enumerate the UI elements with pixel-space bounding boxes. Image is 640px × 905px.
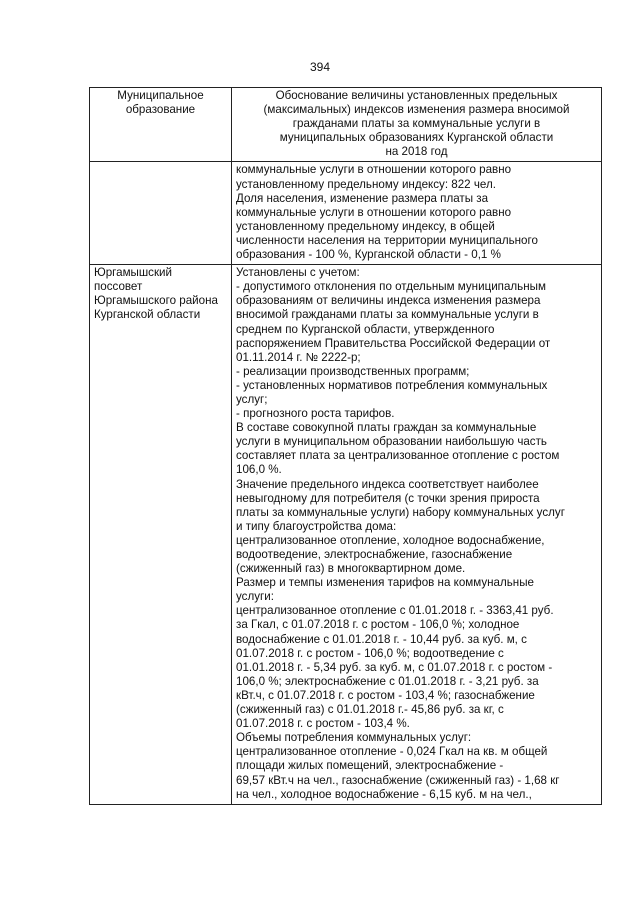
text-line: составляет плата за централизованное отопление с ростом [236, 449, 560, 463]
table-header-row [90, 88, 602, 162]
text-line: (максимальных) индексов изменения размера вносимой [263, 103, 570, 117]
text-line: 106,0 %. [236, 463, 282, 477]
text-line: услуги в муниципальном образовании наибольшую часть [236, 435, 547, 449]
text-line: централизованное отопление, холодное водоснабжение, [236, 533, 545, 547]
text-line: 01.11.2014 г. № 2222-р; [236, 350, 361, 364]
table-row-continuation [90, 162, 602, 265]
text-line: коммунальные услуги в отношении которого равно [236, 205, 512, 219]
text-line: - допустимого отклонения по отдельным муниципальным [236, 280, 546, 294]
text-line: услуг; [236, 392, 268, 406]
cell-justification-continuation [232, 162, 602, 265]
text-line: (сжиженный газ) с 01.01.2018 г.- 45,86 руб. за кг, с [236, 703, 504, 717]
text-line: гражданами платы за коммунальные услуги в [292, 117, 541, 131]
text-line: Юргамышского района [94, 294, 218, 308]
text-line: муниципальных образованиях Курганской области [279, 131, 554, 145]
text-line: централизованное отопление - 0,024 Гкал на кв. м общей [236, 745, 548, 759]
text-line: услуги: [236, 590, 274, 604]
text-line: и типу благоустройства дома: [236, 519, 397, 533]
text-line: за Гкал, с 01.07.2018 г. с ростом - 106,0 %; холодное [236, 618, 520, 632]
justification-table [89, 87, 602, 805]
text-line: образование [125, 103, 196, 117]
text-line: Размер и темпы изменения тарифов на коммунальные [236, 576, 534, 590]
text-line: на 2018 год [385, 145, 448, 159]
text-line: - реализации производственных программ; [236, 364, 470, 378]
text-line: образованиям от величины индекса изменения размера [236, 294, 541, 308]
text-line: платы за коммунальные услуги) набору коммунальных услуг [236, 505, 565, 519]
header-justification [232, 88, 602, 162]
text-line: площади жилых помещений, электроснабжение - [236, 759, 504, 773]
text-line: Курганской области [94, 308, 201, 322]
text-line: Установлены с учетом: [236, 266, 360, 280]
text-line: - установленных нормативов потребления коммунальных [236, 378, 548, 392]
text-line: численности населения на территории муниципального [236, 233, 538, 247]
text-line: распоряжением Правительства Российской Федерации от [236, 336, 551, 350]
text-line: Обоснование величины установленных предельных [275, 89, 558, 102]
text-line: кВт.ч, с 01.07.2018 г. с ростом - 103,4 %; газоснабжение [236, 688, 535, 702]
text-line: Муниципальное [117, 89, 204, 102]
text-line: - прогнозного роста тарифов. [236, 407, 395, 421]
text-line: В составе совокупной платы граждан за коммунальные [236, 421, 537, 435]
text-line: невыгодному для потребителя (с точки зрения прироста [236, 491, 540, 505]
cell-justification-text [232, 265, 602, 805]
text-line: (сжиженный газ) в многоквартирном доме. [236, 562, 466, 576]
text-line: Значение предельного индекса соответствует наиболее [236, 477, 539, 491]
text-line: установленному предельному индексу, в общей [236, 219, 495, 233]
text-line: среднем по Курганской области, утвержденного [236, 322, 495, 336]
header-municipality [90, 88, 232, 162]
text-line: водоотведение, электроснабжение, газоснабжение [236, 548, 513, 561]
text-line: Объемы потребления коммунальных услуг: [236, 731, 472, 745]
text-line: 69,57 кВт.ч на чел., газоснабжение (сжиженный газ) - 1,68 кг [236, 773, 560, 787]
text-line: коммунальные услуги в отношении которого равно [236, 163, 512, 177]
page-number: 394 [309, 60, 331, 74]
text-line: Юргамышский [94, 266, 173, 280]
text-line: образования - 100 %, Курганской области - 0,1 % [236, 248, 501, 262]
text-line: вносимой гражданами платы за коммунальные услуги в [236, 308, 539, 322]
table-row-yurgamysh [90, 265, 602, 805]
text-line: 01.07.2018 г. с ростом - 106,0 %; водоотведение с [236, 646, 504, 660]
text-line: 106,0 %; электроснабжение с 01.01.2018 г. - 3,21 руб. за [236, 674, 539, 688]
cell-municipality-name [90, 265, 232, 805]
cell-municipality-empty [90, 162, 232, 265]
text-line: водоснабжение с 01.01.2018 г. - 10,44 руб. за куб. м, с [236, 632, 527, 646]
text-line: централизованное отопление с 01.01.2018 г. - 3363,41 руб. [236, 604, 554, 618]
text-line: на чел., холодное водоснабжение - 6,15 куб. м на чел., [236, 787, 532, 801]
text-line: Доля населения, изменение размера платы за [236, 191, 489, 205]
text-line: установленному предельному индексу: 822 чел. [236, 177, 496, 191]
text-line: поссовет [94, 280, 143, 294]
text-line: 01.07.2018 г. с ростом - 103,4 %. [236, 717, 410, 731]
text-line: 01.01.2018 г. - 5,34 руб. за куб. м, с 01.07.2018 г. с ростом - [236, 660, 553, 674]
